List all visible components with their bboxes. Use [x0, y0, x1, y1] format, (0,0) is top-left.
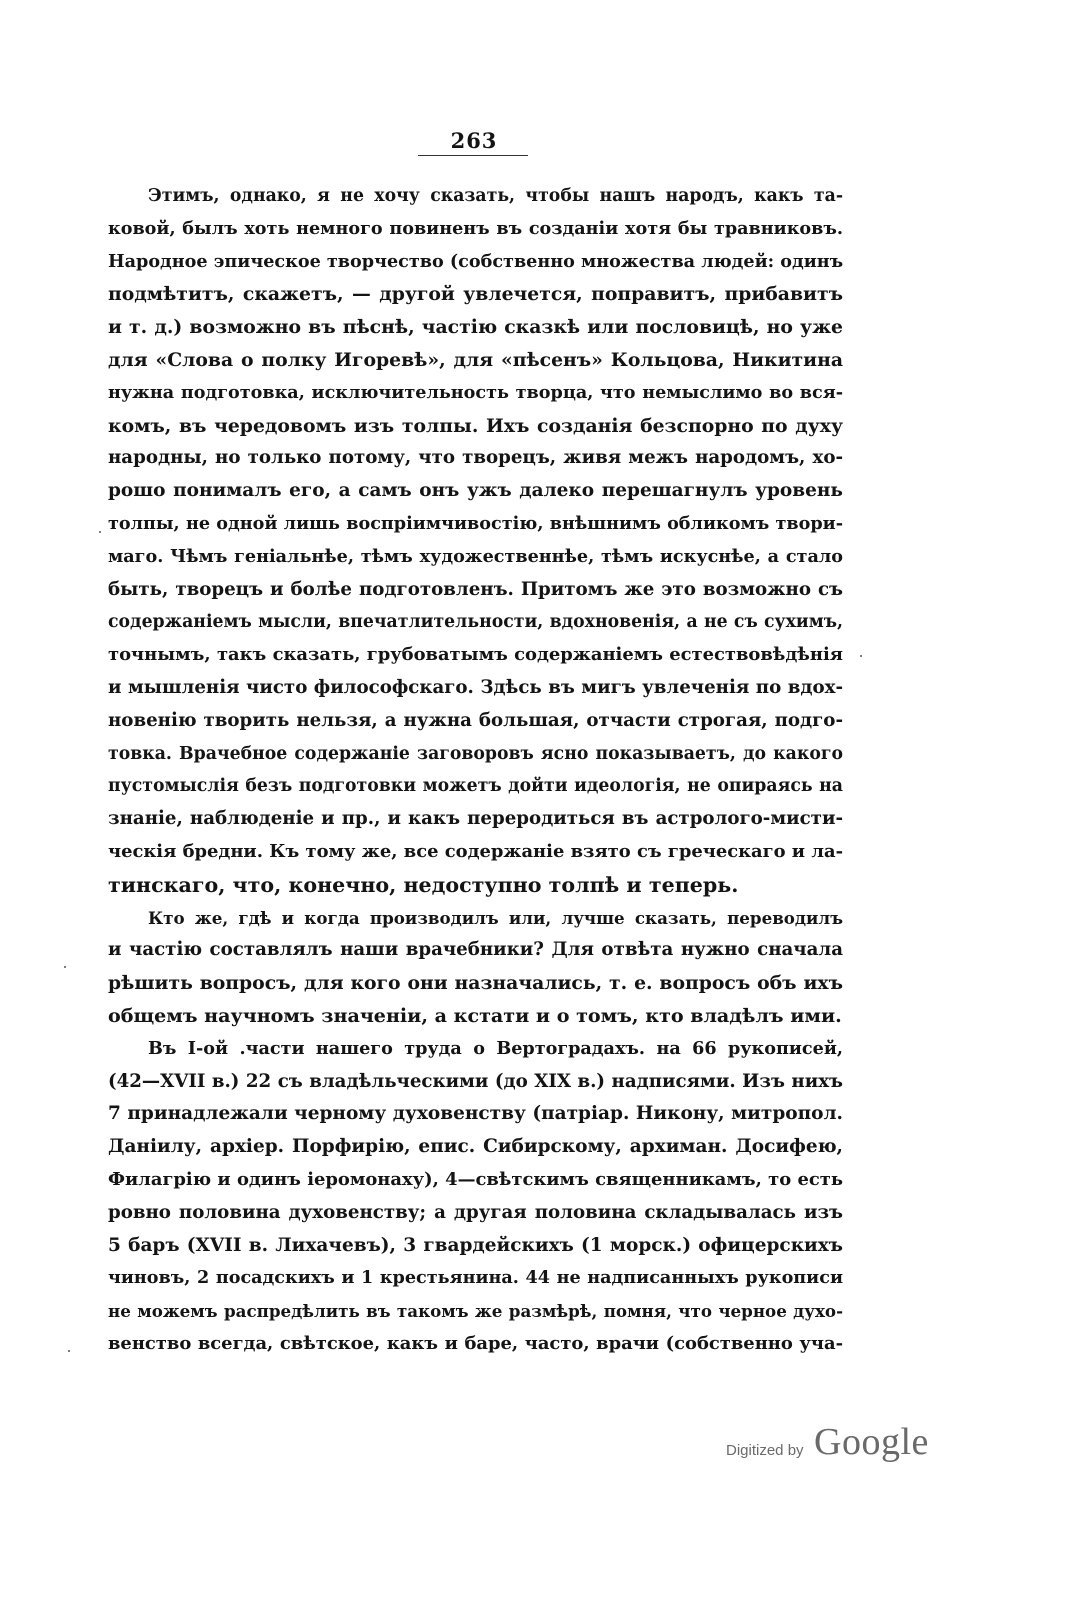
text-line: венство всегда, свѣтское, какъ и баре, часто, врачи (собственно уча-	[108, 1332, 843, 1354]
paragraph-1	[108, 180, 843, 902]
text-line: толпы, не одной лишь воспріимчивостію, внѣшнимъ обликомъ твори-	[108, 512, 843, 534]
text-line: пустомыслія безъ подготовки можетъ дойти идеологія, не опираясь на	[108, 776, 843, 797]
text-line: знаніе, наблюденіе и пр., и какъ переродиться въ астролого-мисти-	[108, 808, 843, 830]
paragraph-3	[108, 1033, 843, 1361]
scan-speck	[68, 1350, 70, 1352]
text-line: для «Слова о полку Игоревѣ», для «пѣсенъ» Кольцова, Никитина	[108, 348, 843, 371]
scan-speck	[99, 531, 101, 533]
text-line: 5 баръ (XVII в. Лихачевъ), 3 гвардейскихъ (1 морск.) офицерскихъ	[108, 1234, 843, 1256]
text-line: и частію составлялъ наши врачебники? Для отвѣта нужно сначала	[108, 939, 843, 961]
text-line: маго. Чѣмъ геніальнѣе, тѣмъ художественнѣе, тѣмъ искуснѣе, а стало	[108, 545, 843, 567]
text-line: и т. д.) возможно въ пѣснѣ, частію сказкѣ или пословицѣ, но уже	[108, 316, 843, 339]
text-line: комъ, въ чередовомъ изъ толпы. Ихъ созданія безспорно по духу	[108, 414, 843, 437]
text-line: ковой, былъ хоть немного повиненъ въ созданіи хотя бы травниковъ.	[108, 217, 843, 239]
text-line: тинскаго, что, конечно, недоступно толпѣ и теперь.	[108, 872, 739, 897]
scan-speck	[860, 655, 862, 657]
text-line: не можемъ распредѣлить въ такомъ же размѣрѣ, помня, что черное духо-	[108, 1301, 843, 1322]
text-line: (42—XVII в.) 22 съ владѣльческими (до XIX в.) надписями. Изъ нихъ	[108, 1070, 843, 1092]
text-line: ровно половина духовенству; а другая половина складывалась изъ	[108, 1201, 843, 1223]
text-line: точнымъ, такъ сказать, грубоватымъ содержаніемъ естествовѣдѣнія	[108, 644, 843, 666]
text-line: рѣшить вопросъ, для кого они назначались, т. е. вопросъ объ ихъ	[108, 972, 843, 995]
watermark-prefix: Digitized by	[726, 1442, 804, 1459]
text-line: ческія бредни. Къ тому же, все содержаніе взято съ греческаго и ла-	[108, 840, 843, 862]
text-line: Кто же, гдѣ и когда производилъ или, лучше сказать, переводилъ	[148, 907, 843, 928]
text-line: Этимъ, однако, я не хочу сказать, чтобы нашъ народъ, какъ та-	[148, 186, 843, 206]
page-number: 263	[450, 128, 498, 153]
text-line: подмѣтитъ, скажетъ, — другой увлечется, поправитъ, прибавитъ	[108, 283, 843, 306]
scan-speck	[64, 966, 66, 968]
text-line: быть, творецъ и болѣе подготовленъ. Притомъ же это возможно съ	[108, 578, 843, 600]
text-line: новенію творить нельзя, а нужна большая, отчасти строгая, подго-	[108, 709, 843, 731]
watermark-brand: Google	[814, 1421, 929, 1463]
google-digitized-watermark	[724, 1420, 939, 1470]
text-line: рошо понималъ его, а самъ онъ ужъ далеко перешагнулъ уровень	[108, 480, 843, 502]
text-line: чиновъ, 2 посадскихъ и 1 крестьянина. 44 не надписанныхъ рукописи	[108, 1267, 843, 1289]
text-line: Филагрію и одинъ іеромонаху), 4—свѣтскимъ священникамъ, то есть	[108, 1168, 843, 1190]
text-line: народны, но только потому, что творецъ, живя межъ народомъ, хо-	[108, 447, 843, 469]
text-line: содержаніемъ мысли, впечатлительности, вдохновенія, а не съ сухимъ,	[108, 612, 843, 633]
text-line: товка. Врачебное содержаніе заговоровъ ясно показываетъ, до какого	[108, 743, 843, 764]
text-line: Даніилу, архіер. Порфирію, епис. Сибирскому, архиман. Досифею,	[108, 1136, 843, 1158]
text-line: Въ І-ой .части нашего труда о Вертоградахъ. на 66 рукописей,	[148, 1037, 843, 1059]
body-text	[108, 180, 843, 1361]
paragraph-2	[108, 902, 843, 1033]
text-line: 7 принадлежали черному духовенству (патріар. Никону, митропол.	[108, 1103, 843, 1125]
header-rule	[418, 155, 528, 156]
text-line: Народное эпическое творчество (собственно множества людей: одинъ	[108, 250, 844, 272]
text-line: общемъ научномъ значеніи, а кстати и о томъ, кто владѣлъ ими.	[108, 1003, 842, 1027]
text-line: и мышленія чисто философскаго. Здѣсь въ мигъ увлеченія по вдох-	[108, 676, 843, 698]
text-line: нужна подготовка, исключительность творца, что немыслимо во вся-	[108, 381, 843, 403]
